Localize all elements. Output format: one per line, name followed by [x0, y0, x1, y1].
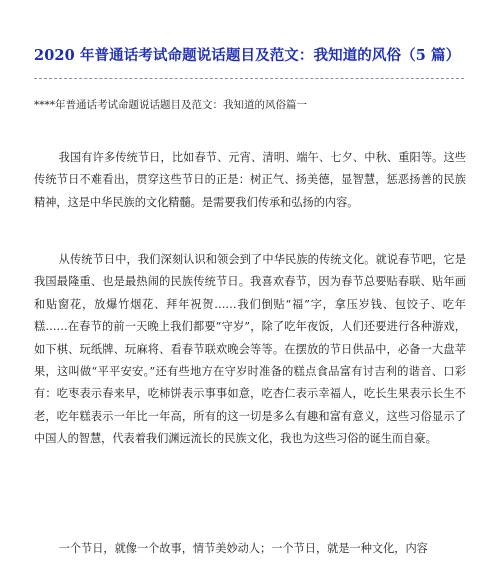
title-divider [34, 78, 464, 79]
document-title: 2020 年普通话考试命题说话题目及范文：我知道的风俗（5 篇） [34, 47, 461, 64]
section-heading: ****年普通话考试命题说话题目及范文：我知道的风俗篇一 [34, 99, 307, 111]
paragraph-3: 一个节日，就像一个故事，情节美妙动人；一个节日，就是一种文化，内容 [58, 542, 428, 555]
paragraph-2: 从传统节日中，我们深刻认识和领会到了中华民族的传统文化。就说春节吧，它是我国最隆重、也是最热闹的民族传统节日。我喜欢春节，因为春节总要贴春联、贴年画和贴窗花，放爆竹烟花、拜年祝贺……我们倒贴“福”字，拿压岁钱、包饺子、吃年糕……在春节的前一天晚上我们都要“守岁”，除了吃年夜饭，人们还要进行各种游戏，如下棋、玩纸牌、玩麻将、看春节联欢晚会等等。在摆放的节日供品中，必备一大盘苹果，这叫做“平平安安。”还有些地方在守岁时准备的糕点食品富有讨吉利的谐音、口彩有：吃枣表示春来早，吃柿饼表示事事如意，吃杏仁表示幸福人，吃长生果表示长生不老，吃年糕表示一年比一年高，所有的这一切是多么有趣和富有意义，这些习俗显示了中国人的智慧，代表着我们渊远流长的民族文化，我也为这些习俗的诞生而自豪。 [34, 253, 466, 446]
paragraph-1: 我国有许多传统节日，比如春节、元宵、清明、端午、七夕、中秋、重阳等。这些传统节日不难看出，贯穿这些节日的正是：树正气、扬美德，显智慧，惩恶扬善的民族精神，这是中华民族的文化精髓。是需要我们传承和弘扬的内容。 [34, 151, 466, 209]
